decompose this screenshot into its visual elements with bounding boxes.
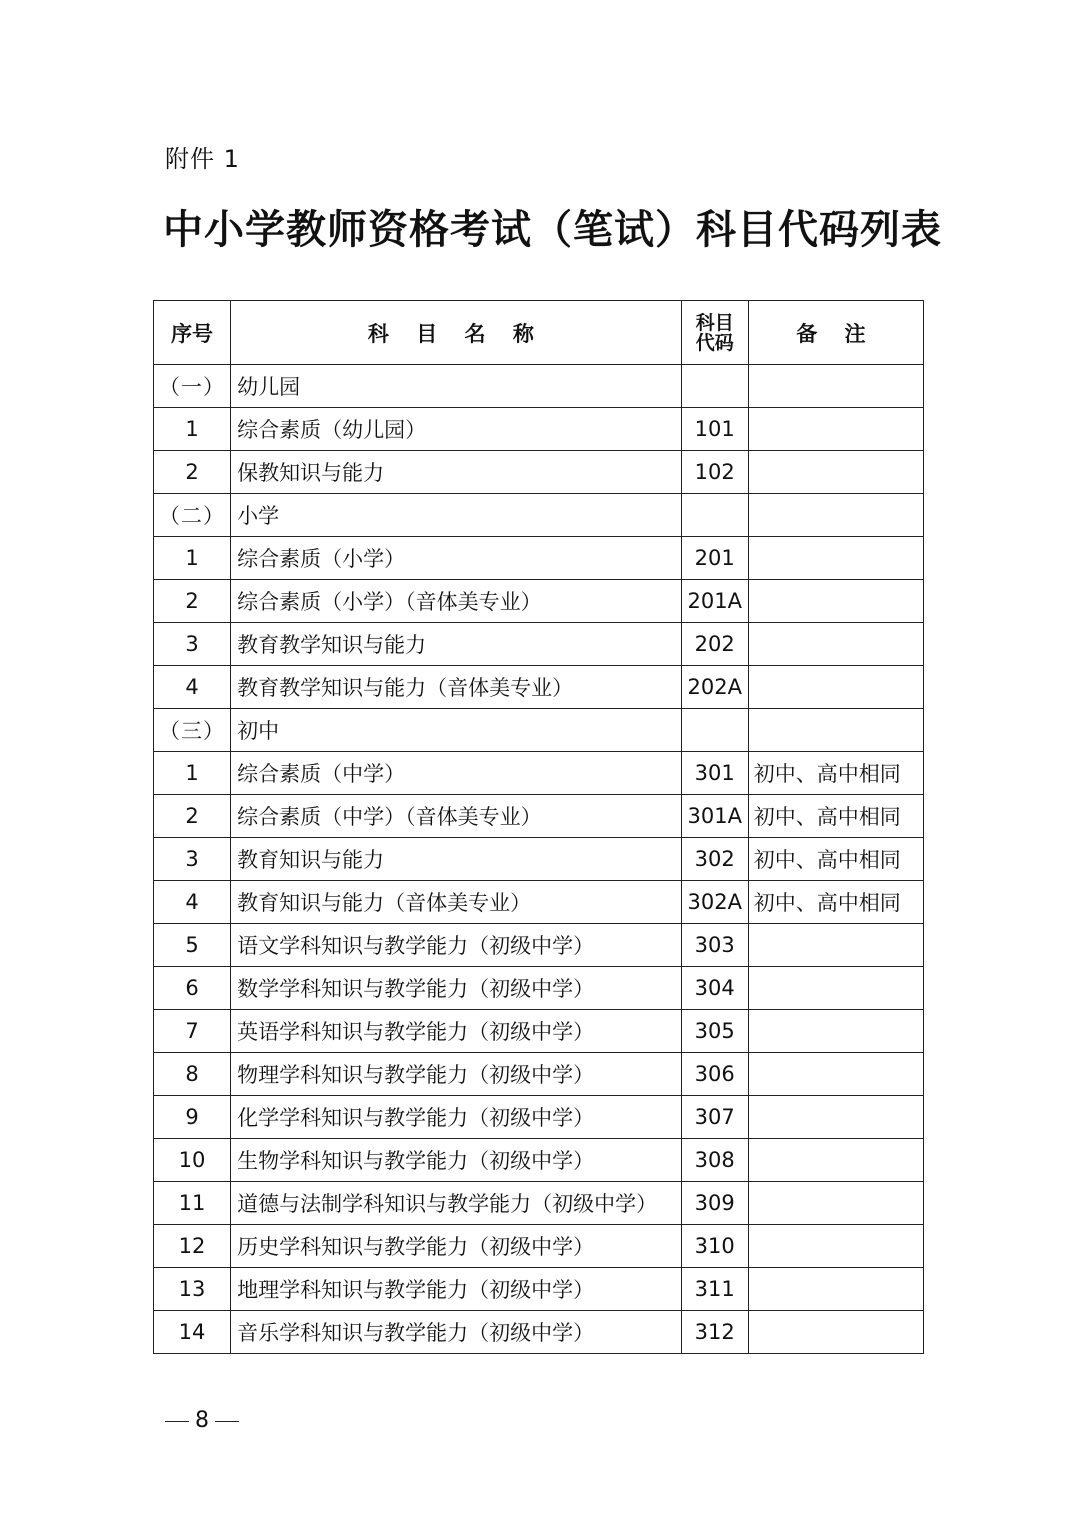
subject-code-table (153, 300, 924, 1354)
row-seq: 1 (154, 537, 231, 580)
row-subject-code: 101 (681, 408, 748, 451)
row-subject-code (681, 494, 748, 537)
table-row (154, 1311, 924, 1354)
row-seq: 4 (154, 881, 231, 924)
row-subject-code: 312 (681, 1311, 748, 1354)
row-subject-name: 幼儿园 (231, 365, 682, 408)
table-row (154, 709, 924, 752)
table-row (154, 967, 924, 1010)
row-note: 初中、高中相同 (748, 752, 923, 795)
row-subject-code (681, 365, 748, 408)
row-note: 初中、高中相同 (748, 795, 923, 838)
table-body (154, 365, 924, 1354)
table-row (154, 795, 924, 838)
row-subject-code: 308 (681, 1139, 748, 1182)
row-subject-name: 历史学科知识与教学能力（初级中学） (231, 1225, 682, 1268)
row-subject-name: 教育知识与能力（音体美专业） (231, 881, 682, 924)
header-code-line1: 科目 (695, 311, 734, 334)
row-seq: 12 (154, 1225, 231, 1268)
header-name: 科 目 名 称 (231, 301, 682, 365)
row-subject-name: 生物学科知识与教学能力（初级中学） (231, 1139, 682, 1182)
row-subject-name: 数学学科知识与教学能力（初级中学） (231, 967, 682, 1010)
row-note (748, 408, 923, 451)
row-seq: 3 (154, 623, 231, 666)
row-subject-code: 309 (681, 1182, 748, 1225)
table-header-row (154, 301, 924, 365)
row-seq: 9 (154, 1096, 231, 1139)
row-seq: 8 (154, 1053, 231, 1096)
footer-dash-left (165, 1421, 189, 1422)
row-subject-code: 302 (681, 838, 748, 881)
row-subject-code: 310 (681, 1225, 748, 1268)
row-subject-code: 311 (681, 1268, 748, 1311)
row-seq: 1 (154, 752, 231, 795)
row-subject-code: 202A (681, 666, 748, 709)
row-subject-name: 教育知识与能力 (231, 838, 682, 881)
row-note (748, 494, 923, 537)
row-subject-code: 306 (681, 1053, 748, 1096)
row-seq: 10 (154, 1139, 231, 1182)
row-note (748, 451, 923, 494)
row-note (748, 709, 923, 752)
table-row (154, 1182, 924, 1225)
header-code-line2: 代码 (695, 331, 734, 354)
row-seq: 7 (154, 1010, 231, 1053)
row-seq: 4 (154, 666, 231, 709)
footer-dash-right (215, 1421, 239, 1422)
row-seq: 5 (154, 924, 231, 967)
attachment-label: 附件 1 (165, 145, 240, 173)
row-subject-name: 音乐学科知识与教学能力（初级中学） (231, 1311, 682, 1354)
row-note (748, 1010, 923, 1053)
row-subject-code (681, 709, 748, 752)
row-subject-code: 304 (681, 967, 748, 1010)
row-seq: （三） (154, 709, 231, 752)
row-subject-name: 保教知识与能力 (231, 451, 682, 494)
table-row (154, 623, 924, 666)
row-subject-name: 教育教学知识与能力（音体美专业） (231, 666, 682, 709)
row-note: 初中、高中相同 (748, 881, 923, 924)
row-seq: 3 (154, 838, 231, 881)
row-subject-name: 综合素质（中学） (231, 752, 682, 795)
row-subject-code: 307 (681, 1096, 748, 1139)
table-row (154, 580, 924, 623)
row-subject-name: 综合素质（幼儿园） (231, 408, 682, 451)
table-row (154, 1225, 924, 1268)
row-subject-name: 教育教学知识与能力 (231, 623, 682, 666)
row-subject-code: 202 (681, 623, 748, 666)
table-row (154, 666, 924, 709)
header-note: 备 注 (748, 301, 923, 365)
row-note (748, 1311, 923, 1354)
row-subject-name: 综合素质（中学）（音体美专业） (231, 795, 682, 838)
page-title: 中小学教师资格考试（笔试）科目代码列表 (163, 207, 942, 253)
row-note (748, 537, 923, 580)
row-note (748, 1096, 923, 1139)
row-subject-code: 301 (681, 752, 748, 795)
header-seq: 序号 (154, 301, 231, 365)
table-row (154, 365, 924, 408)
row-note (748, 1053, 923, 1096)
row-subject-name: 化学学科知识与教学能力（初级中学） (231, 1096, 682, 1139)
row-subject-name: 语文学科知识与教学能力（初级中学） (231, 924, 682, 967)
row-note (748, 365, 923, 408)
row-seq: 13 (154, 1268, 231, 1311)
row-seq: 11 (154, 1182, 231, 1225)
table-row (154, 537, 924, 580)
table-row (154, 408, 924, 451)
table-row (154, 1268, 924, 1311)
table-row (154, 752, 924, 795)
row-seq: 2 (154, 451, 231, 494)
row-subject-name: 道德与法制学科知识与教学能力（初级中学） (231, 1182, 682, 1225)
row-subject-code: 201 (681, 537, 748, 580)
table-row (154, 1053, 924, 1096)
row-note (748, 580, 923, 623)
row-subject-name: 综合素质（小学）（音体美专业） (231, 580, 682, 623)
row-note (748, 623, 923, 666)
row-seq: （一） (154, 365, 231, 408)
row-note (748, 1139, 923, 1182)
row-seq: 6 (154, 967, 231, 1010)
row-note: 初中、高中相同 (748, 838, 923, 881)
row-subject-code: 305 (681, 1010, 748, 1053)
row-seq: （二） (154, 494, 231, 537)
table-row (154, 1139, 924, 1182)
row-seq: 1 (154, 408, 231, 451)
row-subject-code: 102 (681, 451, 748, 494)
table-row (154, 838, 924, 881)
row-note (748, 924, 923, 967)
row-note (748, 666, 923, 709)
row-subject-name: 地理学科知识与教学能力（初级中学） (231, 1268, 682, 1311)
row-subject-code: 301A (681, 795, 748, 838)
row-seq: 2 (154, 580, 231, 623)
page-footer (165, 1406, 239, 1436)
row-subject-name: 初中 (231, 709, 682, 752)
table-row (154, 924, 924, 967)
row-subject-code: 303 (681, 924, 748, 967)
row-seq: 2 (154, 795, 231, 838)
table-row (154, 494, 924, 537)
row-note (748, 1182, 923, 1225)
row-note (748, 1268, 923, 1311)
row-subject-name: 物理学科知识与教学能力（初级中学） (231, 1053, 682, 1096)
page-number: 8 (195, 1408, 209, 1433)
row-note (748, 1225, 923, 1268)
row-subject-code: 302A (681, 881, 748, 924)
header-code (681, 301, 748, 365)
table-row (154, 881, 924, 924)
row-note (748, 967, 923, 1010)
table-row (154, 1096, 924, 1139)
row-subject-code: 201A (681, 580, 748, 623)
table-row (154, 451, 924, 494)
table-row (154, 1010, 924, 1053)
row-seq: 14 (154, 1311, 231, 1354)
row-subject-name: 英语学科知识与教学能力（初级中学） (231, 1010, 682, 1053)
row-subject-name: 综合素质（小学） (231, 537, 682, 580)
row-subject-name: 小学 (231, 494, 682, 537)
